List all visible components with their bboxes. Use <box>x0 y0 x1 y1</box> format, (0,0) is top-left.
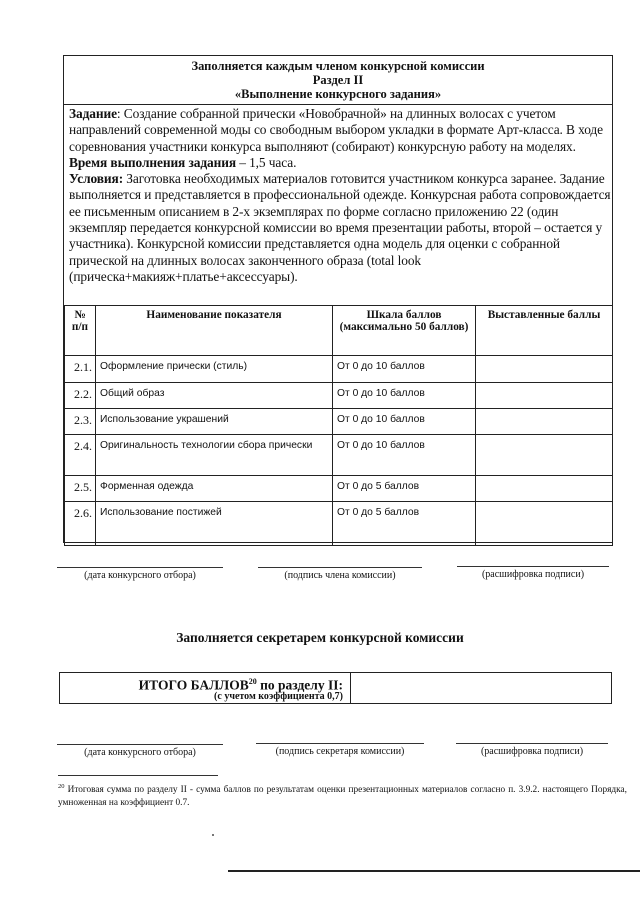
row-score-cell[interactable] <box>476 502 613 546</box>
row-scale: От 0 до 5 баллов <box>333 502 476 546</box>
scan-speck <box>212 834 214 836</box>
date-caption: (дата конкурсного отбора) <box>84 570 196 581</box>
row-name: Форменная одежда <box>96 476 333 502</box>
table-header-row <box>65 306 613 356</box>
row-score-cell[interactable] <box>476 356 613 383</box>
section-header <box>64 56 612 101</box>
date-signature-line[interactable] <box>57 567 223 568</box>
time-text: – 1,5 часа. <box>235 154 297 170</box>
footnote-text: Итоговая сумма по разделу II - сумма баллов по результатам оценки презентационных материалов согласно п. 3.9.2. настоящего Порядка, умноженная на коэффициент 0.7. <box>58 785 627 809</box>
table-row <box>65 356 613 383</box>
task-label: Задание <box>69 106 117 121</box>
secretary-section-title: Заполняется секретарем конкурсной комиссии <box>176 630 464 645</box>
conditions-label: Условия: <box>69 171 124 187</box>
task-description <box>69 106 611 285</box>
total-coefficient-note: (с учетом коэффициента 0,7) <box>214 691 343 702</box>
total-value-cell[interactable] <box>352 673 611 703</box>
date-caption-2: (дата конкурсного отбора) <box>84 747 196 758</box>
row-num: 2.1. <box>65 356 96 383</box>
row-name: Использование постижей <box>96 502 333 546</box>
criteria-table <box>64 305 613 546</box>
time-paragraph <box>69 155 611 171</box>
row-scale: От 0 до 10 баллов <box>333 409 476 435</box>
row-name: Использование украшений <box>96 409 333 435</box>
row-name: Оригинальность технологии сбора прически <box>96 435 333 476</box>
section-frame <box>63 55 613 543</box>
row-scale: От 0 до 10 баллов <box>333 356 476 383</box>
row-score-cell[interactable] <box>476 435 613 476</box>
header-line-1: Заполняется каждым членом конкурсной комиссии <box>191 59 485 73</box>
date-signature-line-2[interactable] <box>57 744 223 745</box>
decode-caption-2: (расшифровка подписи) <box>480 746 584 757</box>
row-num: 2.5. <box>65 476 96 502</box>
task-text: : Создание собранной прически «Новобрачной» на длинных волосах с учетом направлений современной моды со свободным выбором укладки в формате Арт-класса. В ходе соревнования участники конкурса выполняют (собирают) конкурсную работу на моделях. <box>69 106 603 154</box>
footnote <box>58 780 627 810</box>
time-label: Время выполнения задания <box>69 154 236 170</box>
row-score-cell[interactable] <box>476 409 613 435</box>
row-score-cell[interactable] <box>476 383 613 409</box>
total-divider <box>350 673 351 703</box>
row-score-cell[interactable] <box>476 476 613 502</box>
decode-signature-line-2[interactable] <box>456 743 608 744</box>
member-signature-caption: (подпись члена комиссии) <box>284 570 396 581</box>
conditions-paragraph <box>69 171 611 285</box>
row-name: Оформление прически (стиль) <box>96 356 333 383</box>
conditions-text: Заготовка необходимых материалов готовится участником конкурса заранее. Задание выполняется и представляется в профессиональной одежде. Конкурсная работа сопровождается ее письменным описанием в 2-х экземплярах по форме согласно приложению 22 (один экземпляр передается конкурсной комиссии во время презентации работы, второй – остается у участника). Конкурсной комиссии представляется одна модель для оценки с собранной прической на длинных волосах законченного образа (total look (прическа+макияж+платье+аксессуары). <box>69 171 611 284</box>
total-footnote-ref: 20 <box>248 677 257 686</box>
total-score-box <box>59 672 612 704</box>
header-divider <box>64 104 612 105</box>
header-given: Выставленные баллы <box>476 306 613 356</box>
header-name: Наименование показателя <box>96 306 333 356</box>
page-edge-line <box>228 870 640 872</box>
table-row <box>65 383 613 409</box>
member-signature-line[interactable] <box>258 567 422 568</box>
task-paragraph <box>69 106 611 155</box>
header-num: № п/п <box>65 306 96 356</box>
table-row <box>65 435 613 476</box>
secretary-signature-caption: (подпись секретаря комиссии) <box>275 746 405 757</box>
row-scale: От 0 до 10 баллов <box>333 435 476 476</box>
row-scale: От 0 до 10 баллов <box>333 383 476 409</box>
row-num: 2.6. <box>65 502 96 546</box>
footnote-number: 20 <box>58 783 65 790</box>
table-row <box>65 502 613 546</box>
table-row <box>65 476 613 502</box>
total-label-text: ИТОГО БАЛЛОВ <box>138 677 249 693</box>
row-num: 2.4. <box>65 435 96 476</box>
header-line-2: Раздел II <box>312 73 364 87</box>
table-row <box>65 409 613 435</box>
secretary-signature-line[interactable] <box>256 743 424 744</box>
row-num: 2.2. <box>65 383 96 409</box>
row-scale: От 0 до 5 баллов <box>333 476 476 502</box>
row-num: 2.3. <box>65 409 96 435</box>
decode-caption: (расшифровка подписи) <box>481 569 585 580</box>
header-line-3: «Выполнение конкурсного задания» <box>234 87 442 101</box>
decode-signature-line[interactable] <box>457 566 609 567</box>
total-label-suffix: по разделу II: <box>256 677 343 693</box>
footnote-separator <box>58 775 218 776</box>
header-scale: Шкала баллов (максимально 50 баллов) <box>333 306 476 356</box>
row-name: Общий образ <box>96 383 333 409</box>
